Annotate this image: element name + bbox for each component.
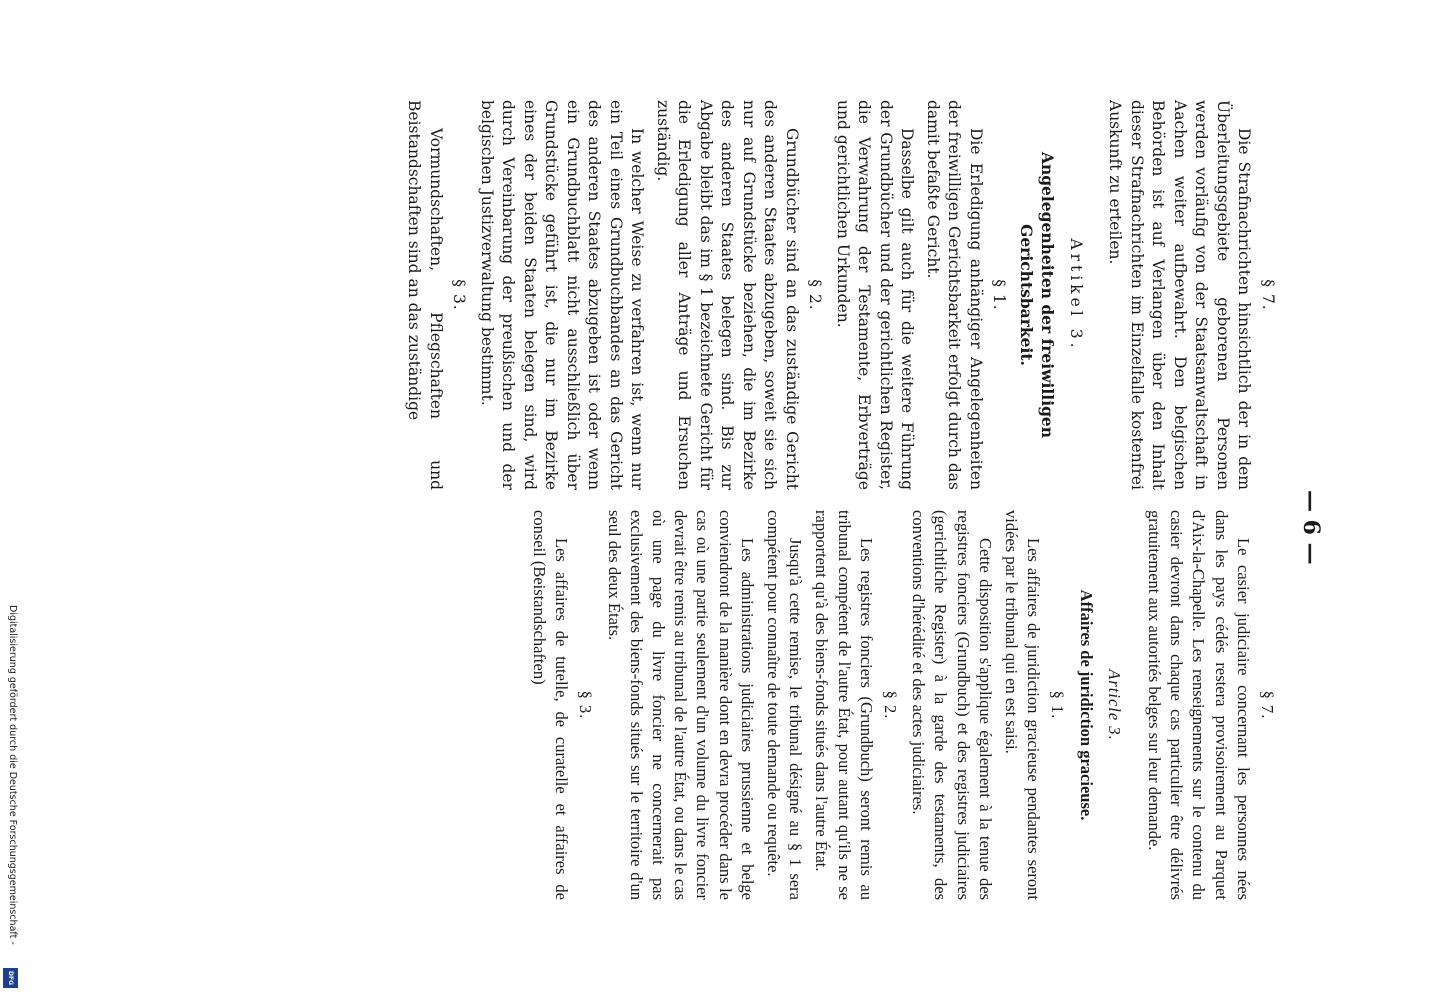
french-section-2-paragraph-1: Les registres fonciers (Grundbuch) seront remis au tribunal compétent de l'autre État, pour autant qu'ils ne se rapportent qu'à des biens-fonds situés dans l'autre État.: [812, 510, 876, 900]
german-section-7-text: Die Strafnachrichten hinsichtlich der in dem Überleitungsgebiete geborenen Personen werden vorläufig von der Staatsanwaltschaft in Aachen weiter aufbewahrt. Den belgischen Behörden ist auf Verlangen über den Inhalt dieser Strafnachrichten im Einzelfalle kostenfrei Auskunft zu erteilen.: [1106, 100, 1254, 490]
french-section-7-text: Le casier judiciaire concernant les personnes nées dans les pays cédés restera provisoirement au Parquet d'Aix-la-Chapelle. Les renseignements sur le contenu du casier devront dans chaque cas particulier être délivrés gratuitement aux autorités belges sur leur demande.: [1144, 510, 1253, 900]
german-section-2-heading: § 2.: [806, 279, 825, 311]
french-section-1-paragraph-1: Les affaires de juridiction gracieuse pendantes seront vidées par le tribunal qui en est saisi.: [1001, 510, 1044, 900]
german-column: [399, 100, 1284, 490]
french-section-2-paragraph-2: Jusqu'à cette remise, le tribunal désigné au § 1 sera compétent pour connaître de toute demande ou requête.: [763, 510, 806, 900]
french-section-1-paragraph-2: Cette disposition s'applique également à la tenue des registres fonciers (Grundbuch) et des registres judiciaires (gerichtliche Register) à la garde des testaments, des conventions d'hérédité et des actes judiciaires.: [909, 510, 995, 900]
french-section-3-paragraph-1: Les affaires de tutelle, de curatelle et affaires de conseil (Beistandschaften): [529, 510, 572, 900]
french-section-1-heading: § 1.: [1048, 690, 1068, 720]
digitization-footer: [0, 0, 22, 1000]
german-section-1-paragraph-2: Dasselbe gilt auch für die weitere Führung der Grundbücher und der gerichtlichen Register, die Verwahrung der Testamente, Erbverträge und gerichtlichen Urkunden.: [834, 100, 917, 490]
german-section-2-paragraph-2: In welcher Weise zu verfahren ist, wenn nur ein Teil eines Grundbuchbandes an das Gericht des anderen Staates abzugeben ist oder wenn ein Grundbuchblatt nicht ausschließlich über Grundstücke geführt ist, die nur im Bezirke eines der beiden Staaten belegen sind, wird durch Vereinbarung der preußischen und der belgischen Justizverwaltung bestimmt.: [478, 100, 647, 490]
german-section-1-heading: § 1.: [990, 279, 1009, 311]
french-article-3-heading: Article 3.: [1104, 669, 1124, 741]
dfg-logo: DFG: [3, 968, 18, 988]
german-section-3-heading: § 3.: [450, 279, 469, 311]
french-section-7-heading: § 7.: [1258, 690, 1277, 720]
german-section-2-paragraph-1: Grundbücher sind an das zuständige Gericht des anderen Staates abzugeben, soweit sie sich nur auf Grundstücke beziehen, die im Bezirke des anderen Staates belegen sind. Bis zur Abgabe bleibt das im § 1 bezeichnete Gericht für die Erledigung aller Anträge und Ersuchen zuständig.: [654, 100, 801, 490]
german-section-7-heading: § 7.: [1259, 279, 1277, 311]
french-column: [524, 510, 1284, 900]
page-number: — 6 —: [1298, 490, 1324, 565]
french-section-2-paragraph-3: Les administrations judiciaires prussienne et belge conviendront de la manière dont en devra procéder dans le cas où une partie seulement d'un volume du livre foncier devrait être remis au tribunal de l'autre État, ou dans le cas où une page du livre foncier ne concernerait pas exclusivement des biens-fonds situés sur le territoire d'un seul des deux États.: [604, 510, 757, 900]
french-article-3-subtitle: Affaires de juridiction gracieuse.: [1076, 589, 1096, 821]
french-section-2-heading: § 2.: [880, 690, 900, 720]
german-section-3-paragraph-1: Vormundschaften, Pflegschaften und Beistandschaften sind an das zuständige: [405, 100, 445, 490]
german-article-3-heading: Artikel 3.: [1067, 238, 1085, 352]
german-section-1-paragraph-1: Die Erledigung anhängiger Angelegenheiten der freiwilligen Gerichtsbarkeit erfolgt durch das damit befaßte Gericht.: [924, 100, 985, 490]
digitization-note: Digitalisierung gefördert durch die Deutsche Forschungsgemeinschaft -: [7, 605, 18, 945]
german-article-3-subtitle: Angelegenheiten der freiwilligen Gerichtsbarkeit.: [1017, 151, 1058, 439]
french-section-3-heading: § 3.: [576, 690, 596, 720]
